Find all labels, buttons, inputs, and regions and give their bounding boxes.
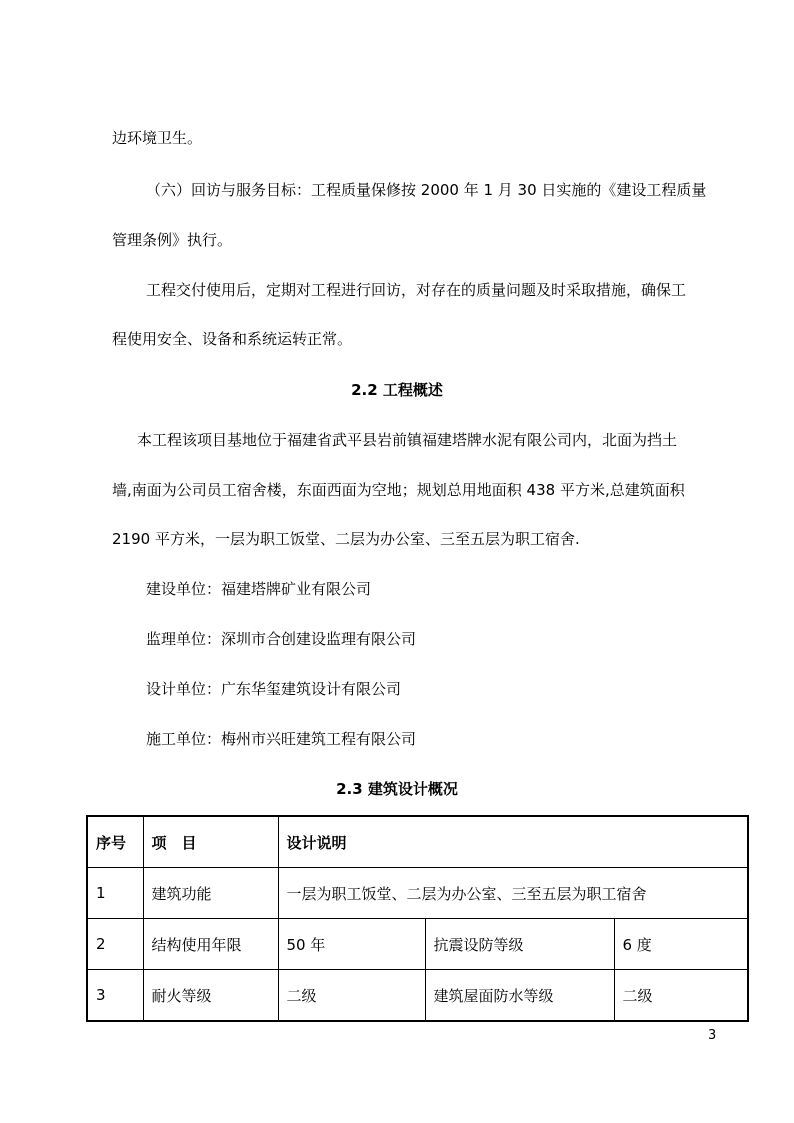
- section-heading: 2.2 工程概述: [351, 381, 443, 399]
- table-cell: 抗震设防等级: [425, 919, 614, 970]
- page-number: 3: [708, 1028, 717, 1043]
- paragraph-line: 工程交付使用后，定期对工程进行回访，对存在的质量问题及时采取措施，确保工: [146, 281, 687, 299]
- table-header-row: [87, 816, 748, 868]
- unit-line: 监理单位：深圳市合创建设监理有限公司: [146, 630, 417, 648]
- table-cell: 3: [87, 970, 143, 1022]
- table-row: [87, 868, 748, 919]
- table-cell: 2: [87, 919, 143, 970]
- table-cell: 建筑屋面防水等级: [425, 970, 614, 1022]
- paragraph-line: 边环境卫生。: [112, 129, 203, 147]
- unit-line: 施工单位：梅州市兴旺建筑工程有限公司: [146, 730, 417, 748]
- table-cell: 二级: [614, 970, 748, 1022]
- table-cell: 一层为职工饭堂、二层为办公室、三至五层为职工宿舍: [278, 868, 748, 919]
- table-cell: 建筑功能: [143, 868, 278, 919]
- table-row: [87, 970, 748, 1022]
- table-cell: 6 度: [614, 919, 748, 970]
- unit-line: 设计单位：广东华玺建筑设计有限公司: [146, 680, 402, 698]
- table-cell: 耐火等级: [143, 970, 278, 1022]
- paragraph-line: 墙,南面为公司员工宿舍楼，东面西面为空地；规划总用地面积 438 平方米,总建筑面积: [112, 481, 685, 499]
- table-cell: 结构使用年限: [143, 919, 278, 970]
- section-heading: 2.3 建筑设计概况: [336, 780, 458, 798]
- paragraph-line: 程使用安全、设备和系统运转正常。: [112, 330, 353, 348]
- table-header-cell: 项 目: [143, 816, 278, 868]
- table-header-cell: 序号: [87, 816, 143, 868]
- paragraph-line: 本工程该项目基地位于福建省武平县岩前镇福建塔牌水泥有限公司内，北面为挡土: [137, 431, 678, 449]
- unit-line: 建设单位：福建塔牌矿业有限公司: [146, 580, 372, 598]
- paragraph-line: 管理条例》执行。: [112, 231, 233, 249]
- design-overview-table: [86, 815, 749, 1022]
- paragraph-line: 2190 平方米，一层为职工饭堂、二层为办公室、三至五层为职工宿舍.: [112, 530, 580, 548]
- paragraph-line: （六）回访与服务目标：工程质量保修按 2000 年 1 月 30 日实施的《建设工程质量: [146, 181, 707, 199]
- table-row: [87, 919, 748, 970]
- table-cell: 1: [87, 868, 143, 919]
- table-header-cell: 设计说明: [278, 816, 748, 868]
- table-cell: 50 年: [278, 919, 425, 970]
- table-cell: 二级: [278, 970, 425, 1022]
